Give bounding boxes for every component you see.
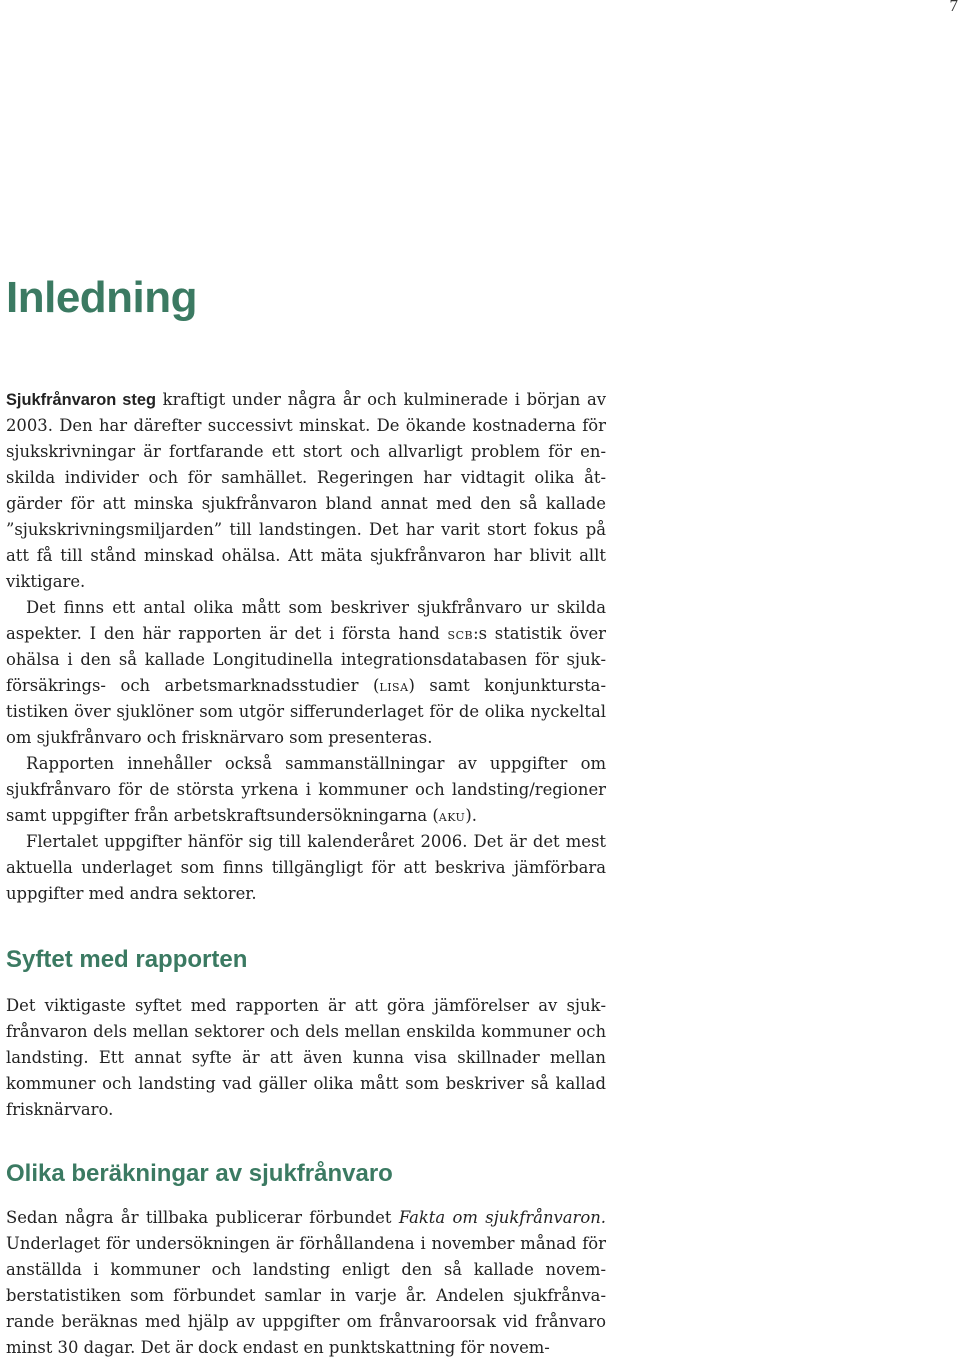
publication-title: Fakta om sjukfrånvaron.	[398, 1208, 607, 1227]
section-heading-calculations: Olika beräkningar av sjukfrånvaro	[6, 1160, 393, 1187]
intro-section	[6, 387, 606, 907]
intro-paragraph-4: Flertalet uppgifter hänför sig till kalenderåret 2006. Det är det mest aktuella underlaget som finns tillgängligt för att beskriva jämförbara uppgifter med andra sektorer.	[6, 832, 606, 903]
intro-paragraph-1-text: kraftigt under några år och kulminerade i början av 2003. Den har därefter successivt minskat. De ökande kostnaderna för sjukskrivningar är fortfarande ett stort och allvarligt problem för enskilda individer och för samhället. Regeringen har vidtagit olika åtgärder för att minska sjukfrånvaron bland annat med den så kallade ”sjukskrivningsmiljarden” till landstingen. Det har varit stort fokus på att få till stånd minskad ohälsa. Att mäta sjukfrånvaron har blivit allt viktigare.	[6, 390, 607, 591]
calculations-section	[6, 1205, 606, 1361]
lead-in-text: Sjukfrånvaron steg	[6, 391, 156, 409]
intro-paragraph-3	[6, 751, 606, 829]
section-heading-purpose: Syftet med rapporten	[6, 946, 248, 973]
intro-paragraph-3-part-a: Rapporten innehåller också sammanställningar av uppgifter om sjukfrånvaro för de största yrkena i kommuner och landsting/regioner samt uppgifter från arbetskraftsundersökningarna (	[6, 754, 606, 825]
abbr-lisa: lisa	[379, 676, 409, 695]
intro-paragraph-1	[6, 387, 606, 595]
abbr-scb: scb	[447, 624, 474, 643]
calculations-paragraph-1-part-a: Sedan några år tillbaka publicerar förbundet	[6, 1208, 399, 1227]
intro-paragraph-2-part-c: ) samt konjunkturstatistiken över sjuklöner som utgör sifferunderlaget för de olika nyckeltal om sjukfrånvaro och frisknärvaro som presenteras.	[6, 676, 607, 747]
calculations-paragraph-1-part-b: Underlaget för undersökningen är förhållandena i november månad för anställda i kommuner och landsting enligt den så kallade novemberstatistiken som förbundet samlar in varje år. Andelen sjukfrånvarande beräknas med hjälp av uppgifter om frånvaroorsak vid frånvaro minst 30 dagar. Det är dock endast en punktskattning för novem-	[6, 1234, 606, 1357]
abbr-aku: aku	[438, 806, 466, 825]
intro-paragraph-2-part-b: :s statistik över ohälsa i den så kallade Longitudinella integrationsdatabasen för sjukförsäkrings- och arbetsmarknadsstudier (	[6, 624, 606, 695]
document-body	[6, 270, 606, 1361]
purpose-paragraph-1: Det viktigaste syftet med rapporten är att göra jämförelser av sjukfrånvaron dels mellan sektorer och dels mellan enskilda kommuner och landsting. Ett annat syfte är att även kunna visa skillnader mellan kommuner och landsting vad gäller olika mått som beskriver så kallad frisknärvaro.	[6, 996, 606, 1119]
intro-paragraph-2-part-a: Det finns ett antal olika mått som beskriver sjukfrånvaro ur skilda aspekter. I den här rapporten är det i första hand	[6, 598, 606, 643]
page-number: 7	[949, 0, 958, 15]
page-title: Inledning	[6, 273, 198, 322]
intro-paragraph-2	[6, 595, 606, 751]
intro-paragraph-3-part-b: ).	[465, 806, 477, 825]
purpose-section	[6, 993, 606, 1123]
calculations-paragraph-1	[6, 1205, 606, 1361]
